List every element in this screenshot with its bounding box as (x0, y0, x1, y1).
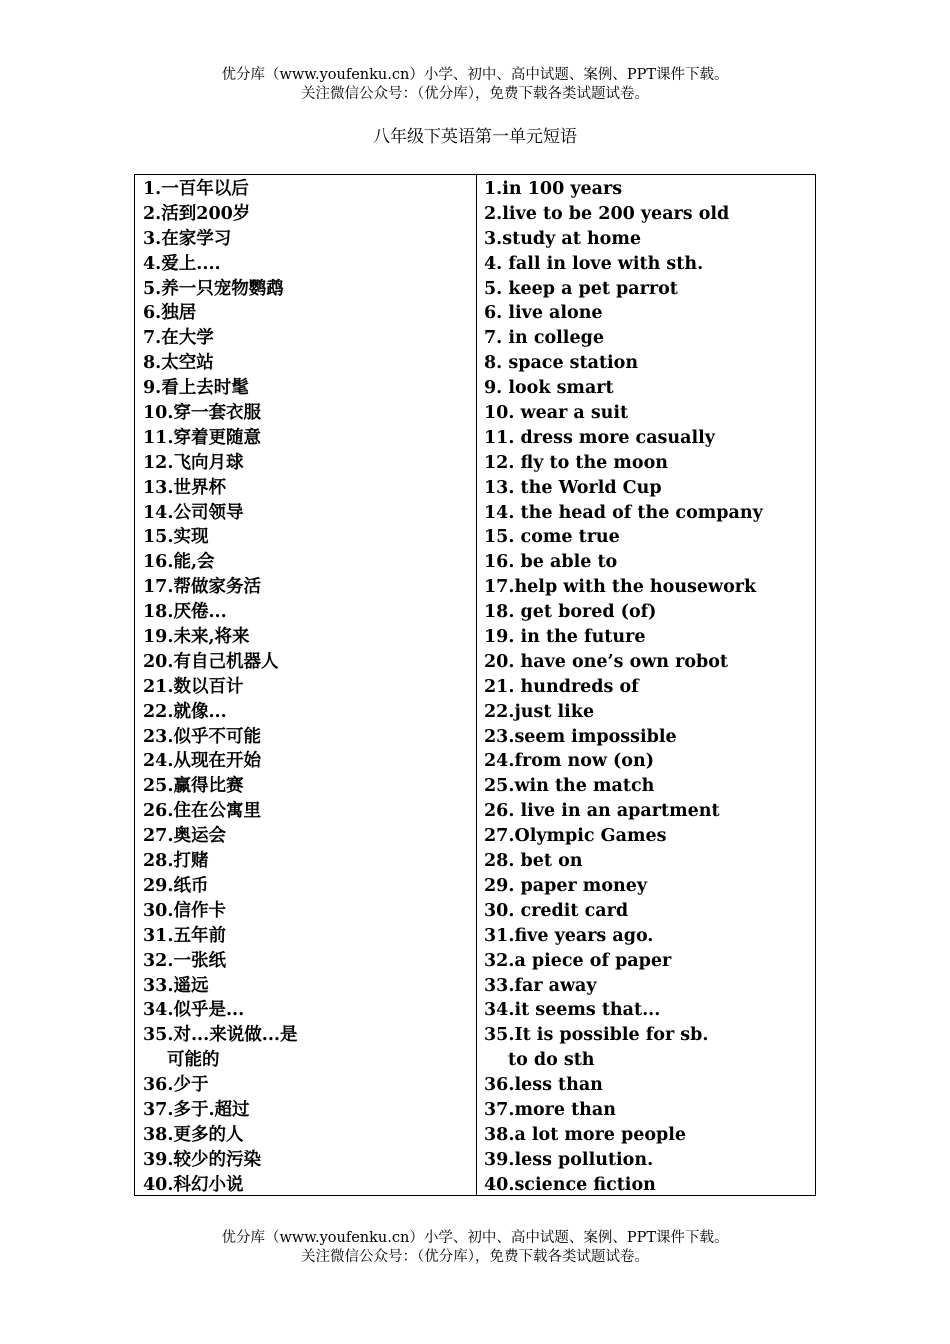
chinese-phrase: 4.爱上.... (143, 253, 221, 274)
chinese-phrase: 19.未来,将来 (143, 627, 250, 648)
chinese-phrase: 8.太空站 (143, 353, 214, 374)
english-phrase: 13. the World Cup (484, 477, 662, 498)
english-phrase: 15. come true (484, 527, 620, 548)
chinese-phrase: 14.公司领导 (143, 502, 244, 523)
chinese-phrase: 25.赢得比赛 (143, 776, 244, 797)
english-phrase: 23.seem impossible (484, 726, 677, 747)
chinese-phrase: 1.一百年以后 (143, 179, 249, 199)
english-phrase: 33.far away (484, 975, 597, 996)
chinese-phrase: 20.有自己机器人 (143, 651, 279, 672)
english-phrase: 5. keep a pet parrot (484, 278, 678, 299)
chinese-phrase: 7.在大学 (143, 328, 214, 349)
english-phrase: 7. in college (484, 328, 604, 349)
english-phrase: 10. wear a suit (484, 403, 629, 424)
english-phrase: 38.a lot more people (484, 1124, 687, 1145)
chinese-phrase: 27.奥运会 (143, 826, 226, 847)
english-phrase: 18. get bored (of) (484, 602, 657, 623)
chinese-phrase: 33.遥远 (143, 975, 209, 996)
chinese-phrase: 10.穿一套衣服 (143, 403, 261, 424)
chinese-phrase: 30.信作卡 (143, 900, 226, 921)
english-phrase: 6. live alone (484, 303, 603, 324)
chinese-phrase: 6.独居 (143, 303, 197, 324)
chinese-phrase: 15.实现 (143, 527, 209, 548)
chinese-phrase (143, 1023, 471, 1073)
chinese-phrase-line-1: 35.对...来说做...是 (143, 1025, 298, 1046)
english-phrase: 1.in 100 years (484, 179, 623, 199)
chinese-phrase: 11.穿着更随意 (143, 427, 261, 448)
chinese-phrase: 36.少于 (143, 1075, 209, 1096)
english-phrase: 28. bet on (484, 851, 583, 872)
column-divider (476, 175, 477, 1195)
english-phrase: 29. paper money (484, 875, 648, 896)
english-phrase: 11. dress more casually (484, 427, 715, 448)
chinese-phrase: 3.在家学习 (143, 228, 232, 249)
english-phrase: 36.less than (484, 1075, 603, 1096)
english-phrase: 25.win the match (484, 776, 655, 797)
english-phrase (484, 1023, 809, 1073)
page-header (0, 66, 950, 104)
english-phrase-line-2: to do sth (508, 1050, 595, 1071)
chinese-phrase: 31.五年前 (143, 925, 226, 946)
chinese-phrase: 17.帮做家务活 (143, 577, 261, 598)
footer-line-1: 优分库（www.youfenku.cn）小学、初中、高中试题、案例、PPT课件下载。 (221, 1230, 729, 1246)
english-phrase: 22.just like (484, 701, 595, 722)
chinese-phrase: 26.住在公寓里 (143, 801, 261, 822)
english-phrase-line-1: 35.It is possible for sb. (484, 1025, 709, 1046)
chinese-phrase-line-2: 可能的 (167, 1050, 220, 1071)
english-phrase: 21. hundreds of (484, 676, 639, 697)
chinese-phrase: 18.厌倦... (143, 602, 227, 623)
english-phrase: 8. space station (484, 353, 639, 374)
page-title: 八年级下英语第一单元短语 (373, 127, 577, 147)
english-phrase: 30. credit card (484, 900, 629, 921)
footer-line-2: 关注微信公众号：（优分库），免费下载各类试题试卷。 (301, 1249, 649, 1265)
header-line-2: 关注微信公众号：（优分库），免费下载各类试题试卷。 (301, 86, 649, 102)
chinese-phrase: 16.能,会 (143, 552, 215, 573)
chinese-phrase: 2.活到200岁 (143, 203, 251, 224)
phrase-table (134, 174, 816, 1196)
english-phrase: 37.more than (484, 1099, 616, 1120)
english-phrase: 32.a piece of paper (484, 950, 672, 971)
english-phrase: 39.less pollution. (484, 1149, 654, 1170)
english-phrase: 27.Olympic Games (484, 826, 667, 847)
chinese-phrase: 39.较少的污染 (143, 1149, 261, 1170)
chinese-phrase: 12.飞向月球 (143, 452, 244, 473)
chinese-phrase: 23.似乎不可能 (143, 726, 261, 747)
chinese-phrase: 21.数以百计 (143, 676, 244, 697)
chinese-phrase: 9.看上去时髦 (143, 378, 249, 399)
chinese-phrase: 32.一张纸 (143, 950, 226, 971)
english-phrase: 17.help with the housework (484, 577, 757, 598)
english-phrase: 20. have one’s own robot (484, 651, 729, 672)
english-phrase: 9. look smart (484, 378, 614, 399)
english-phrase: 14. the head of the company (484, 502, 763, 523)
english-phrase: 26. live in an apartment (484, 801, 720, 822)
english-phrase: 4. fall in love with sth. (484, 253, 704, 274)
chinese-phrase: 5.养一只宠物鹦鹉 (143, 278, 284, 299)
chinese-phrase: 38.更多的人 (143, 1124, 244, 1145)
chinese-phrase: 34.似乎是... (143, 1000, 245, 1021)
english-phrase: 16. be able to (484, 552, 618, 573)
english-column (484, 177, 809, 1198)
english-phrase: 24.from now (on) (484, 751, 654, 772)
chinese-column (143, 177, 471, 1198)
english-phrase: 12. fly to the moon (484, 452, 668, 473)
english-phrase: 2.live to be 200 years old (484, 203, 730, 224)
english-phrase: 40.science fiction (484, 1174, 656, 1195)
chinese-phrase: 37.多于.超过 (143, 1099, 250, 1120)
header-line-1: 优分库（www.youfenku.cn）小学、初中、高中试题、案例、PPT课件下载。 (221, 67, 729, 83)
english-phrase: 31.five years ago. (484, 925, 654, 946)
chinese-phrase: 29.纸币 (143, 875, 209, 896)
chinese-phrase: 24.从现在开始 (143, 751, 261, 772)
english-phrase: 3.study at home (484, 228, 641, 249)
english-phrase: 19. in the future (484, 627, 646, 648)
page-footer (0, 1229, 950, 1267)
chinese-phrase: 28.打赌 (143, 851, 209, 872)
chinese-phrase: 13.世界杯 (143, 477, 226, 498)
chinese-phrase: 40.科幻小说 (143, 1174, 244, 1195)
chinese-phrase: 22.就像... (143, 701, 227, 722)
english-phrase: 34.it seems that... (484, 1000, 661, 1021)
